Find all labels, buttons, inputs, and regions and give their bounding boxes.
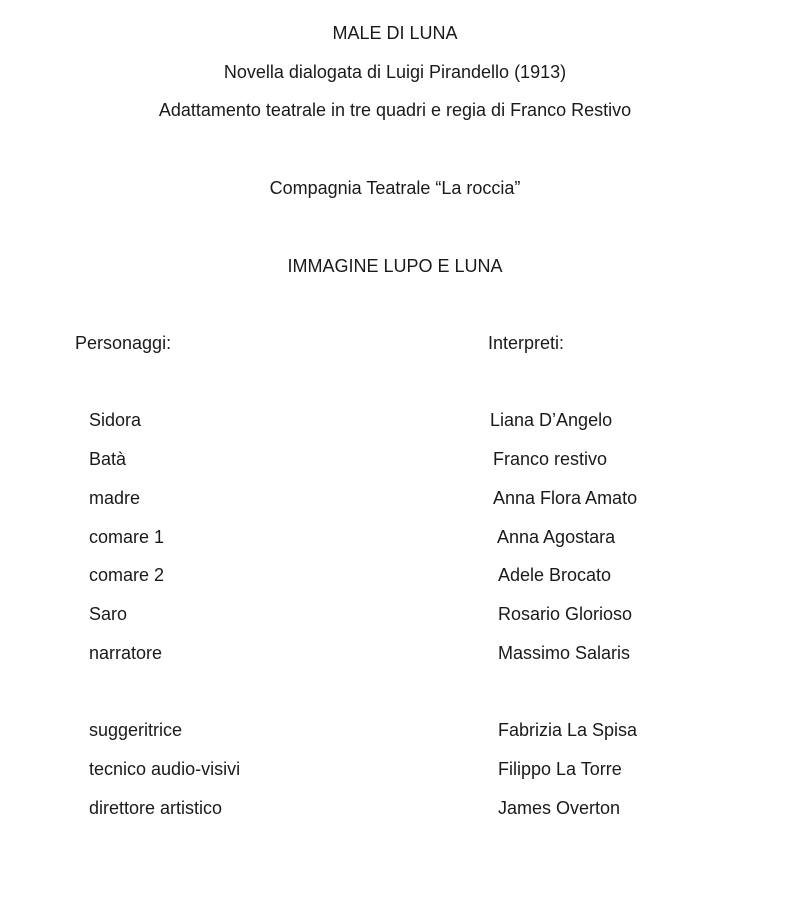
- cast-actor: Massimo Salaris: [498, 643, 631, 663]
- play-subtitle: Novella dialogata di Luigi Pirandello (1913): [223, 62, 567, 82]
- cast-actor: Adele Brocato: [498, 565, 612, 585]
- cast-actor: Anna Agostara: [497, 527, 616, 547]
- play-title: MALE DI LUNA: [332, 23, 458, 43]
- roles-heading: Personaggi:: [75, 333, 172, 353]
- crew-role: tecnico audio-visivi: [89, 759, 241, 779]
- cast-role: Sidora: [89, 410, 142, 430]
- cast-actor: Liana D’Angelo: [490, 410, 613, 430]
- crew-person: Filippo La Torre: [498, 759, 622, 779]
- cast-role: Batà: [89, 449, 127, 469]
- crew-person: James Overton: [498, 798, 621, 818]
- image-placeholder-note: IMMAGINE LUPO E LUNA: [287, 256, 503, 276]
- cast-role: narratore: [89, 643, 163, 663]
- crew-role: direttore artistico: [89, 798, 223, 818]
- company-name: Compagnia Teatrale “La roccia”: [269, 178, 521, 198]
- cast-role: madre: [89, 488, 141, 508]
- crew-person: Fabrizia La Spisa: [498, 720, 638, 740]
- cast-role: comare 1: [89, 527, 165, 547]
- cast-actor: Franco restivo: [493, 449, 608, 469]
- cast-role: Saro: [89, 604, 128, 624]
- adaptation-credit: Adattamento teatrale in tre quadri e regia di Franco Restivo: [158, 100, 632, 120]
- crew-role: suggeritrice: [89, 720, 183, 740]
- cast-actor: Rosario Glorioso: [498, 604, 633, 624]
- cast-role: comare 2: [89, 565, 165, 585]
- actors-heading: Interpreti:: [488, 333, 565, 353]
- cast-actor: Anna Flora Amato: [493, 488, 638, 508]
